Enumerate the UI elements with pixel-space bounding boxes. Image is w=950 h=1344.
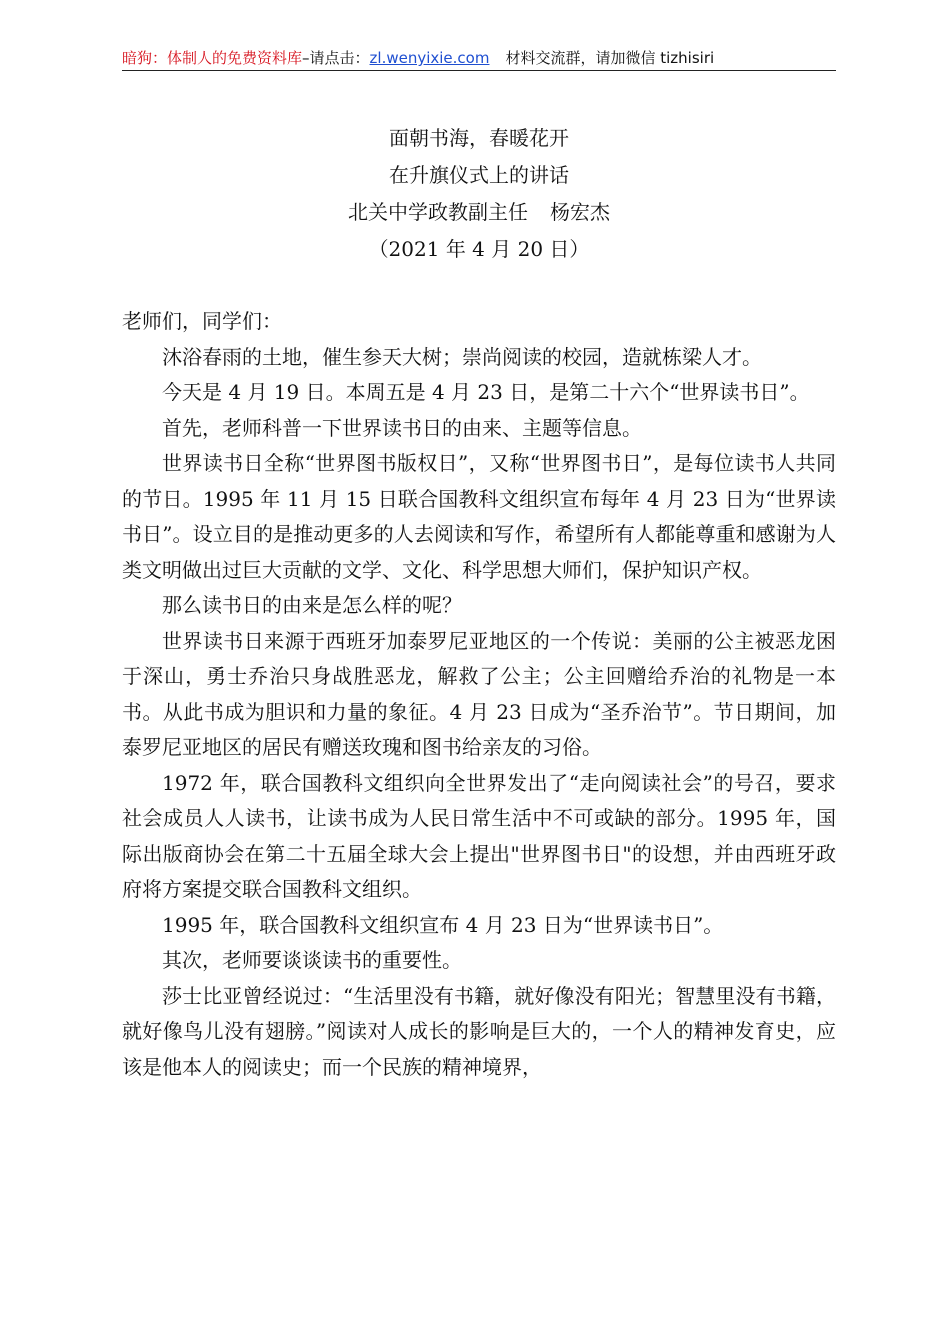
paragraph: 沐浴春雨的土地，催生参天大树；崇尚阅读的校园，造就栋梁人才。 bbox=[162, 344, 762, 369]
title-block bbox=[122, 120, 836, 268]
speech-body bbox=[122, 304, 836, 1085]
document-subtitle: 在升旗仪式上的讲话 bbox=[389, 163, 569, 187]
speech-date: （2021 年 4 月 20 日） bbox=[368, 237, 590, 261]
header-brand: 暗狗：体制人的免费资料库 bbox=[122, 49, 303, 67]
paragraph: 首先，老师科普一下世界读书日的由来、主题等信息。 bbox=[162, 415, 642, 440]
page-header bbox=[122, 44, 836, 72]
paragraph: 世界读书日全称“世界图书版权日”，又称“世界图书日”，是每位读书人共同的节日。1995 年 11 月 15 日联合国教科文组织宣布每年 4 月 23 日为“世界读书日”。设立目的是推动更多的人去阅读和写作，希望所有人都能尊重和感谢为人类文明做出过巨大贡献的文学、文化、科学思想大师们，保护知识产权。 bbox=[122, 451, 836, 582]
author-line bbox=[122, 194, 836, 231]
header-prompt: –请点击： bbox=[302, 49, 370, 67]
header-note: 材料交流群，请加微信 tizhisiri bbox=[505, 49, 715, 67]
document-title: 面朝书海，春暖花开 bbox=[389, 126, 569, 150]
paragraph: 1972 年，联合国教科文组织向全世界发出了“走向阅读社会”的号召，要求社会成员人人读书，让读书成为人民日常生活中不可或缺的部分。1995 年，国际出版商协会在第二十五届全球大会上提出"世界图书日"的设想，并由西班牙政府将方案提交联合国教科文组织。 bbox=[122, 770, 836, 901]
author-name: 杨宏杰 bbox=[550, 200, 610, 224]
paragraph: 其次，老师要谈谈读书的重要性。 bbox=[162, 948, 462, 972]
paragraph: 1995 年，联合国教科文组织宣布 4 月 23 日为“世界读书日”。 bbox=[162, 912, 724, 937]
header-link[interactable]: zl.wenyixie.com bbox=[369, 49, 490, 67]
paragraph: 那么读书日的由来是怎么样的呢？ bbox=[162, 593, 462, 617]
author-role: 北关中学政教副主任 bbox=[348, 200, 528, 224]
paragraph: 世界读书日来源于西班牙加泰罗尼亚地区的一个传说：美丽的公主被恶龙困于深山，勇士乔治只身战胜恶龙，解救了公主；公主回赠给乔治的礼物是一本书。从此书成为胆识和力量的象征。4 月 23 日成为“圣乔治节”。节日期间，加泰罗尼亚地区的居民有赠送玫瑰和图书给亲友的习俗。 bbox=[122, 628, 836, 759]
salutation: 老师们，同学们： bbox=[122, 309, 282, 333]
paragraph: 莎士比亚曾经说过：“生活里没有书籍，就好像没有阳光；智慧里没有书籍，就好像鸟儿没有翅膀。”阅读对人成长的影响是巨大的，一个人的精神发育史，应该是他本人的阅读史；而一个民族的精神境界， bbox=[122, 983, 836, 1079]
header-divider bbox=[122, 70, 836, 71]
paragraph: 今天是 4 月 19 日。本周五是 4 月 23 日，是第二十六个“世界读书日”。 bbox=[162, 380, 810, 404]
